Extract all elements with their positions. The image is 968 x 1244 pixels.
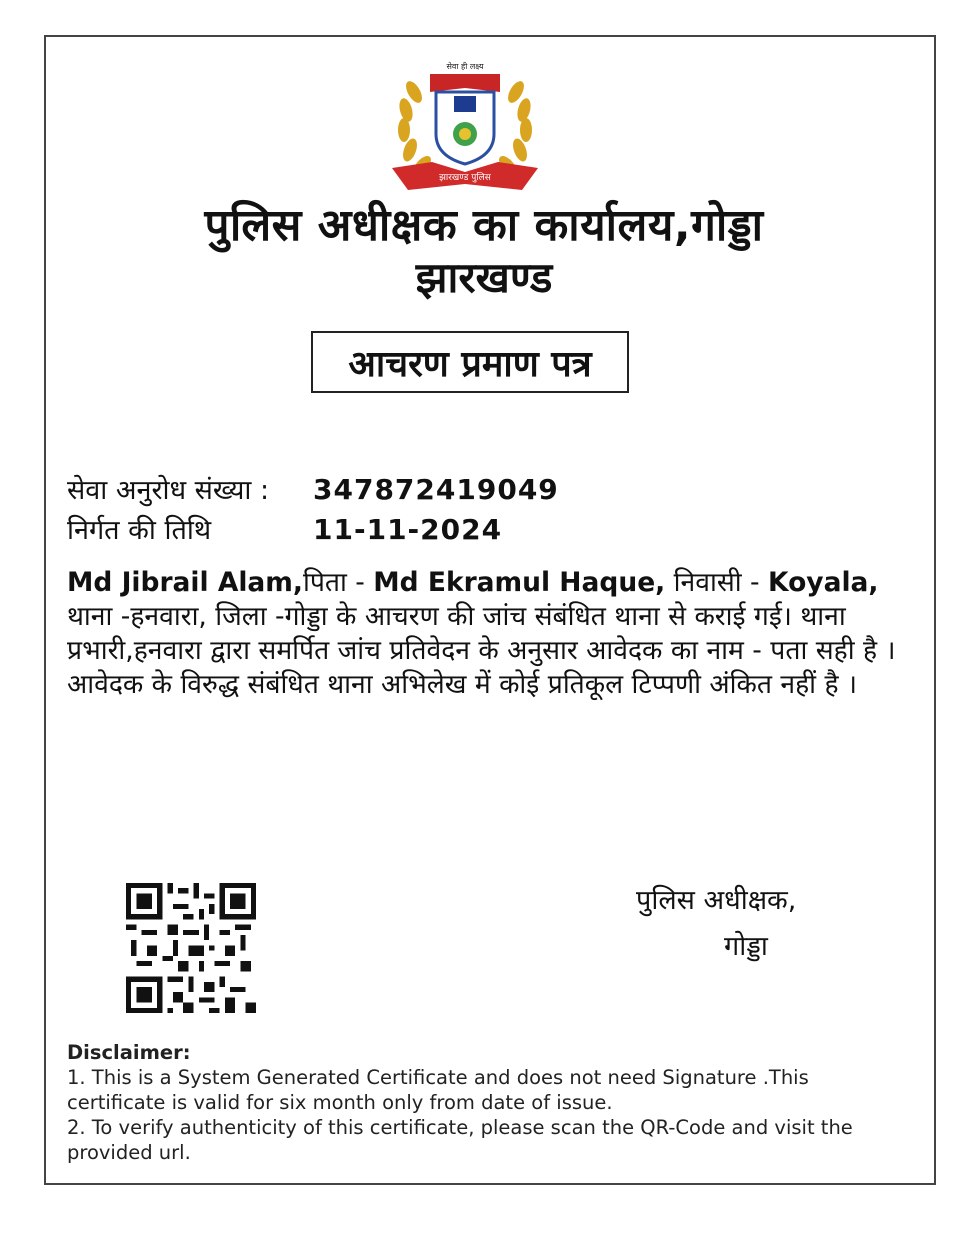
father-label: पिता -: [302, 567, 374, 598]
applicant-name: Md Jibrail Alam,: [67, 567, 303, 598]
body-rest: थाना -हनवारा, जिला -गोड्डा के आचरण की जांच संबंधित थाना से कराई गई। थाना प्रभारी,हनवारा द्वारा समर्पित जांच प्रतिवेदन के अनुसार आवेदक का नाम - पता सही है । आवेदक के विरुद्ध संबंधित थाना अभिलेख में कोई प्रतिकूल टिप्पणी अंकित नहीं है ।: [67, 601, 896, 700]
certificate-title-box: [311, 331, 629, 393]
office-title: पुलिस अधीक्षक का कार्यालय,गोड्डा: [204, 200, 764, 251]
disclaimer-heading: Disclaimer:: [67, 1041, 191, 1064]
disclaimer: [67, 1040, 897, 1165]
emblem-ribbon: झारखण्ड पुलिस: [439, 173, 491, 183]
request-number-row: [67, 470, 559, 507]
resident-label: निवासी -: [665, 567, 769, 598]
signatory-place: गोड्डा: [724, 931, 768, 962]
disclaimer-line-2: 2. To verify authenticity of this certificate, please scan the QR-Code and visit the provided url.: [67, 1116, 853, 1164]
village-name: Koyala,: [768, 567, 879, 598]
signatory-designation: पुलिस अधीक्षक,: [636, 885, 797, 916]
request-number-value: 347872419049: [313, 473, 559, 506]
issue-date-value: 11-11-2024: [313, 513, 503, 546]
issue-date-row: [67, 510, 502, 547]
father-name: Md Ekramul Haque,: [373, 567, 666, 598]
issue-date-label: निर्गत की तिथि: [67, 515, 212, 546]
certificate-body: [67, 566, 917, 702]
request-number-label: सेवा अनुरोध संख्या :: [67, 475, 270, 506]
certificate-title: आचरण प्रमाण पत्र: [348, 343, 592, 385]
emblem-motto: सेवा ही लक्ष्य: [446, 62, 484, 71]
jharkhand-police-emblem: [372, 52, 558, 200]
office-state: झारखण्ड: [415, 253, 553, 302]
qr-code[interactable]: [126, 883, 256, 1013]
disclaimer-line-1: 1. This is a System Generated Certificate and does not need Signature .This certificate is valid for six month only from date of issue.: [67, 1066, 809, 1114]
